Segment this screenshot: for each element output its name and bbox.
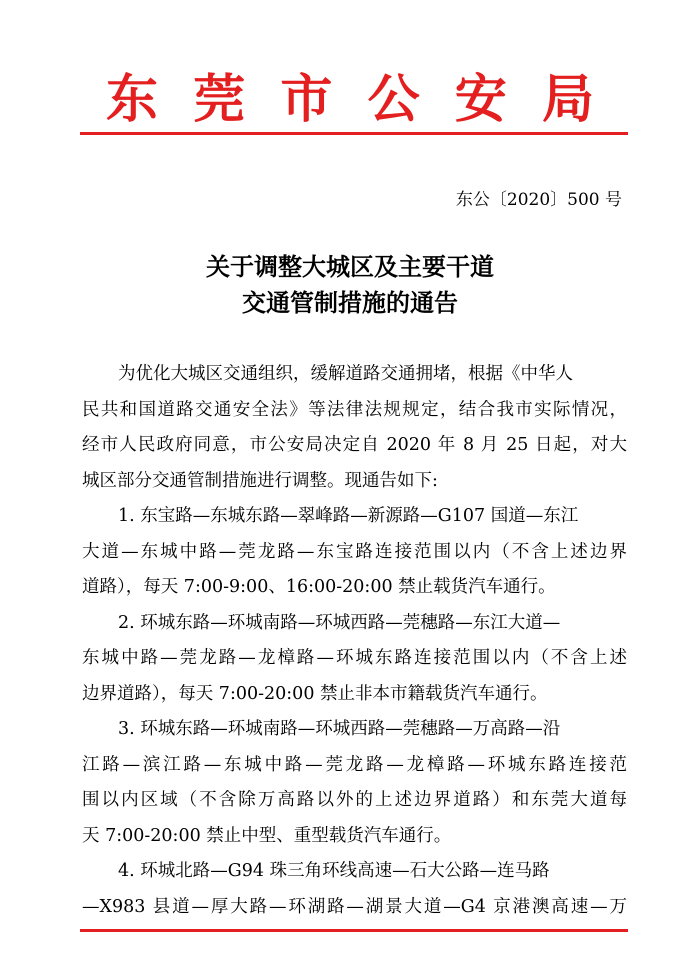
header-char: 莞 — [193, 69, 246, 130]
body-line: 道路），每天 7:00-9:00、16:00-20:00 禁止载货汽车通行。 — [82, 577, 556, 597]
document-number: 东公〔2020〕500 号 — [455, 190, 622, 210]
notice-body — [82, 357, 627, 925]
header-char: 东 — [106, 69, 159, 130]
body-line: 大道—东城中路—莞龙路—东宝路连接范围以内（不含上述边界 — [82, 541, 627, 562]
body-line: 1. 东宝路—东城东路—翠峰路—新源路—G107 国道—东江 — [118, 506, 579, 526]
body-line: 3. 环城东路—环城南路—环城西路—莞穗路—万高路—沿 — [118, 719, 561, 739]
notice-title-line-2: 交通管制措施的通告 — [242, 288, 458, 317]
body-line: 东城中路—莞龙路—龙樟路—环城东路连接范围以内（不含上述 — [82, 648, 627, 668]
notice-title-line-1: 关于调整大城区及主要干道 — [206, 252, 494, 281]
body-line: 天 7:00-20:00 禁止中型、重型载货汽车通行。 — [82, 825, 452, 846]
issuing-authority-header — [70, 70, 630, 130]
body-line: 为优化大城区交通组织，缓解道路交通拥堵，根据《中华人 — [118, 364, 573, 384]
body-line: 围以内区域（不含除万高路以外的上述边界道路）和东莞大道每 — [82, 790, 627, 810]
header-char: 局 — [541, 69, 594, 130]
body-line: 经市人民政府同意，市公安局决定自 2020 年 8 月 25 日起，对大 — [82, 435, 627, 455]
footer-red-rule — [80, 929, 628, 932]
body-line: —X983 县道—厚大路—环湖路—湖景大道—G4 京港澳高速—万 — [82, 896, 627, 917]
header-char: 公 — [367, 69, 420, 130]
header-char: 市 — [280, 69, 333, 130]
header-char: 安 — [454, 69, 507, 130]
header-red-rule — [80, 132, 628, 135]
body-line: 江路—滨江路—东城中路—莞龙路—龙樟路—环城东路连接范 — [82, 754, 627, 775]
body-line: 城区部分交通管制措施进行调整。现通告如下: — [82, 470, 438, 491]
body-line: 4. 环城北路—G94 珠三角环线高速—石大公路—连马路 — [118, 861, 550, 881]
body-line: 2. 环城东路—环城南路—环城西路—莞穗路—东江大道— — [118, 612, 561, 633]
body-line: 民共和国道路交通安全法》等法律法规规定，结合我市实际情况， — [82, 399, 627, 420]
body-line: 边界道路），每天 7:00-20:00 禁止非本市籍载货汽车通行。 — [82, 683, 548, 704]
